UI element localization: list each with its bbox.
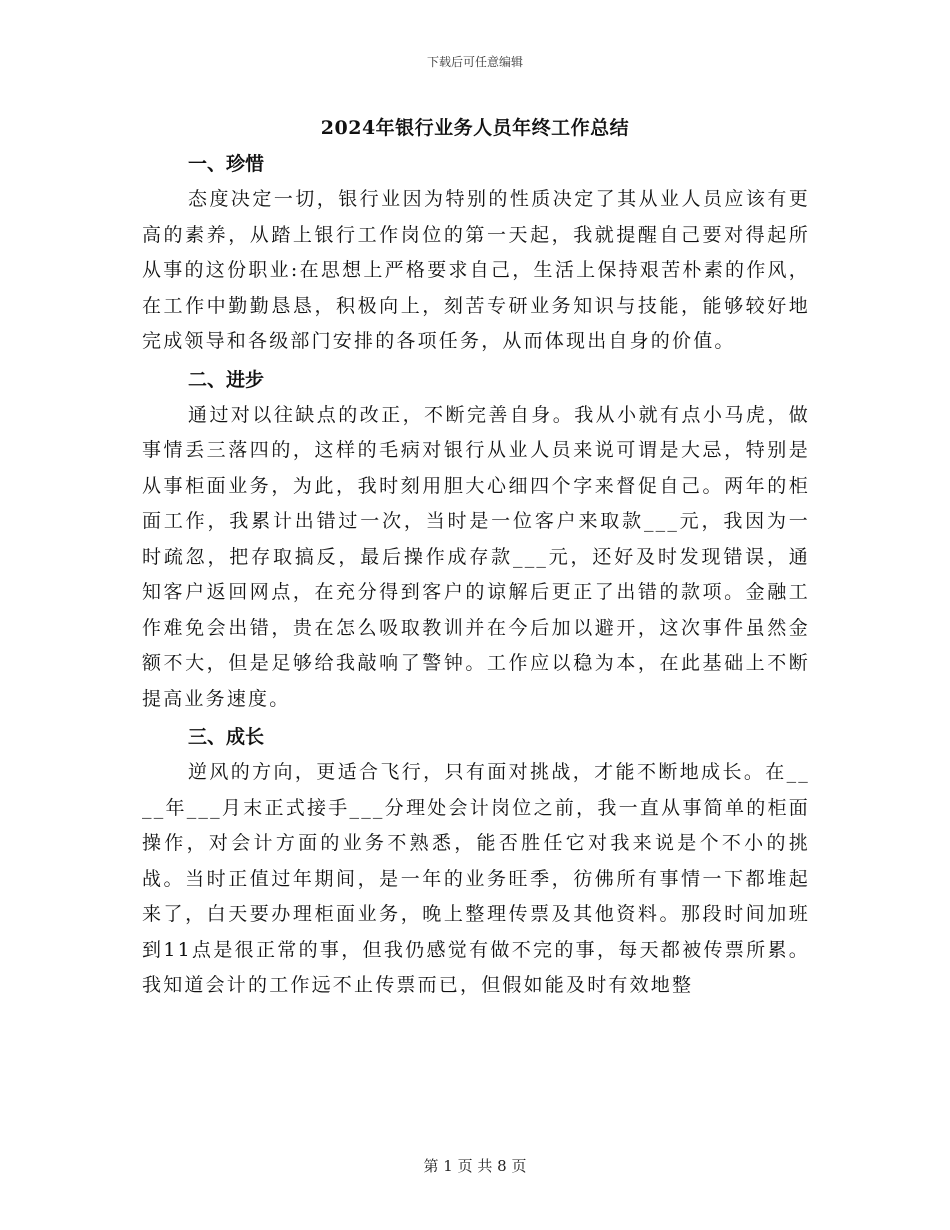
section-heading: 二、进步 [188,368,265,391]
section-cherish [142,146,810,360]
section-paragraph: 通过对以往缺点的改正，不断完善自身。我从小就有点小马虎，做事情丢三落四的，这样的毛病对银行从业人员来说可谓是大忌，特别是从事柜面业务，为此，我时刻用胆大心细四个字来督促自己。两年的柜面工作，我累计出错过一次，当时是一位客户来取款___元，我因为一时疏忽，把存取搞反，最后操作成存款___元，还好及时发现错误，通知客户返回网点，在充分得到客户的谅解后更正了出错的款项。金融工作难免会出错，贵在怎么吸取教训并在今后加以避开，这次事件虽然金额不大，但是足够给我敲响了警钟。工作应以稳为本，在此基础上不断提高业务速度。 [142,403,810,710]
section-growth [142,719,810,1004]
section-heading: 一、珍惜 [188,153,265,175]
page-header-note: 下载后可任意编辑 [426,55,523,69]
document-body [142,146,810,1006]
section-paragraph: 逆风的方向，更适合飞行，只有面对挑战，才能不断地成长。在____年___月末正式接手___分理处会计岗位之前，我一直从事简单的柜面操作，对会计方面的业务不熟悉，能否胜任它对我来说是个不小的挑战。当时正值过年期间，是一年的业务旺季，彷佛所有事情一下都堆起来了，白天要办理柜面业务，晚上整理传票及其他资料。那段时间加班到11点是很正常的事，但我仍感觉有做不完的事，每天都被传票所累。我知道会计的工作远不止传票而已，但假如能及时有效地整 [142,761,810,996]
section-progress [142,362,810,718]
section-heading: 三、成长 [188,726,265,748]
page-number-footer: 第 1 页 共 8 页 [423,1157,527,1175]
document-title: 2024年银行业务人员年终工作总结 [320,117,630,139]
section-paragraph: 态度决定一切，银行业因为特别的性质决定了其从业人员应该有更高的素养，从踏上银行工作岗位的第一天起，我就提醒自己要对得起所从事的这份职业:在思想上严格要求自己，生活上保持艰苦朴素的作风，在工作中勤勤恳恳，积极向上，刻苦专研业务知识与技能，能够较好地完成领导和各级部门安排的各项任务，从而体现出自身的价值。 [142,188,810,352]
